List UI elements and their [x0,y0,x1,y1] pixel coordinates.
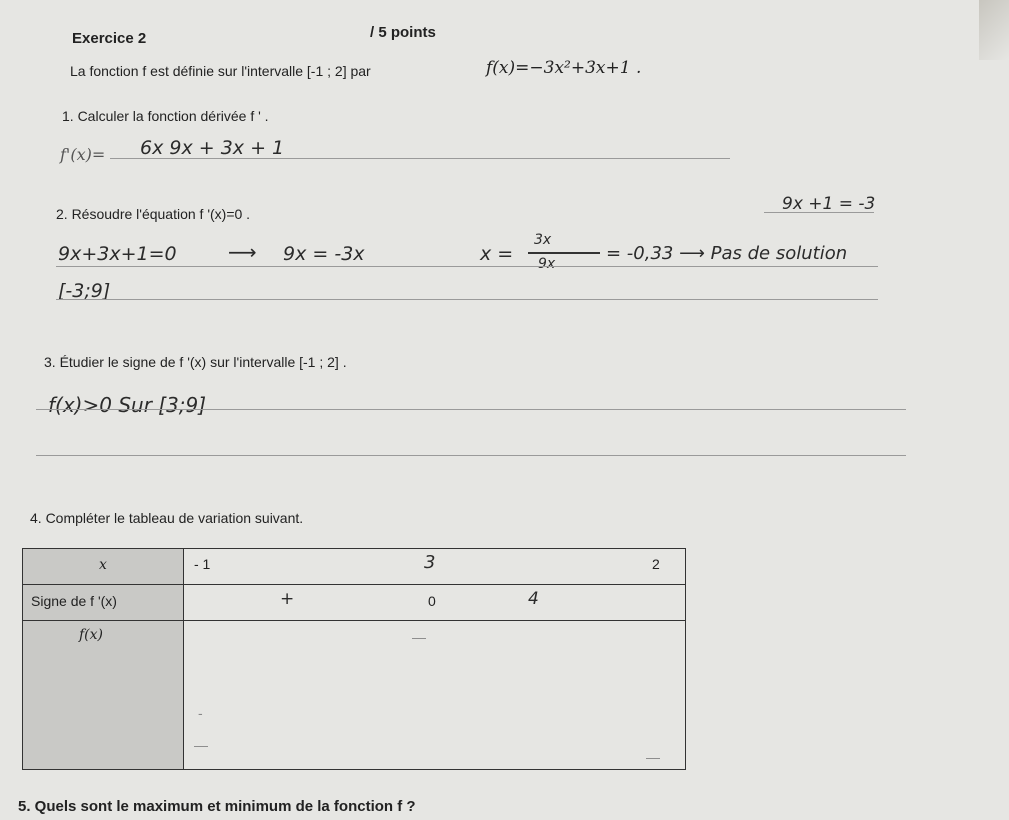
variation-table [22,548,686,770]
intro-formula: f(x)=−3x²+3x+1 . [486,58,642,78]
q4-prompt: 4. Compléter le tableau de variation suivant. [30,510,304,526]
table-label-variation: f(x) [23,621,184,770]
exercise-title: Exercice 2 [72,30,147,47]
table-row-sign [23,585,686,621]
variation-mark-3: — [194,737,208,753]
q2-fraction-bar [528,252,600,254]
q2-side-note-line [764,212,874,213]
q1-answer-line [110,158,730,159]
sign-after-zero[interactable]: 4 [528,589,539,609]
q2-line1-part-a: 9x+3x+1=0 [58,243,177,265]
q5-prompt: 5. Quels sont le maximum et minimum de la fonction f ? [18,798,416,815]
q2-answer-line-1 [56,266,878,267]
q1-answer-handwritten: 6x 9x + 3x + 1 [140,137,285,159]
paper-fold [979,0,1009,60]
sign-zero: 0 [428,593,436,609]
q2-fraction-denominator: 9x [538,256,556,272]
q2-fraction-numerator: 3x [534,232,552,248]
x-value-start: - 1 [194,556,211,572]
x-value-middle[interactable]: 3 [424,552,436,573]
q2-line1-arrow: ⟶ [228,240,257,264]
q3-prompt: 3. Étudier le signe de f '(x) sur l'intervalle [-1 ; 2] . [44,354,347,370]
x-value-end: 2 [652,556,660,572]
table-row-x [23,549,686,585]
points-label: / 5 points [370,24,436,41]
table-row-variation [23,621,686,770]
q2-answer-line-2 [56,299,878,300]
table-variation-area[interactable] [184,621,686,770]
q3-answer-line-1 [36,409,906,410]
q2-line2: [-3;9] [58,280,111,302]
intro-text: La fonction f est définie sur l'intervalle [-1 ; 2] par [70,63,371,79]
q2-side-note: 9x +1 = -3 [782,194,876,214]
table-label-x: x [23,549,184,585]
q3-answer-handwritten: f(x)>0 Sur [3;9] [48,393,207,417]
q2-prompt: 2. Résoudre l'équation f '(x)=0 . [56,206,251,222]
table-label-sign: Signe de f '(x) [23,585,184,621]
q2-line1-part-b: 9x = -3x [283,243,365,265]
q2-line1-part-c: x = [480,243,514,265]
q1-answer-label: f'(x)= [60,145,106,164]
q1-prompt: 1. Calculer la fonction dérivée f ' . [62,108,269,124]
q3-answer-line-2 [36,455,906,456]
variation-mark-4: — [646,749,660,765]
table-sign-values [184,585,686,621]
table-x-values [184,549,686,585]
q2-line1-part-d: = -0,33 ⟶ Pas de solution [606,243,848,264]
sign-before-zero[interactable]: + [280,589,295,609]
variation-mark-2: - [198,705,203,721]
variation-mark-1: — [412,629,426,645]
